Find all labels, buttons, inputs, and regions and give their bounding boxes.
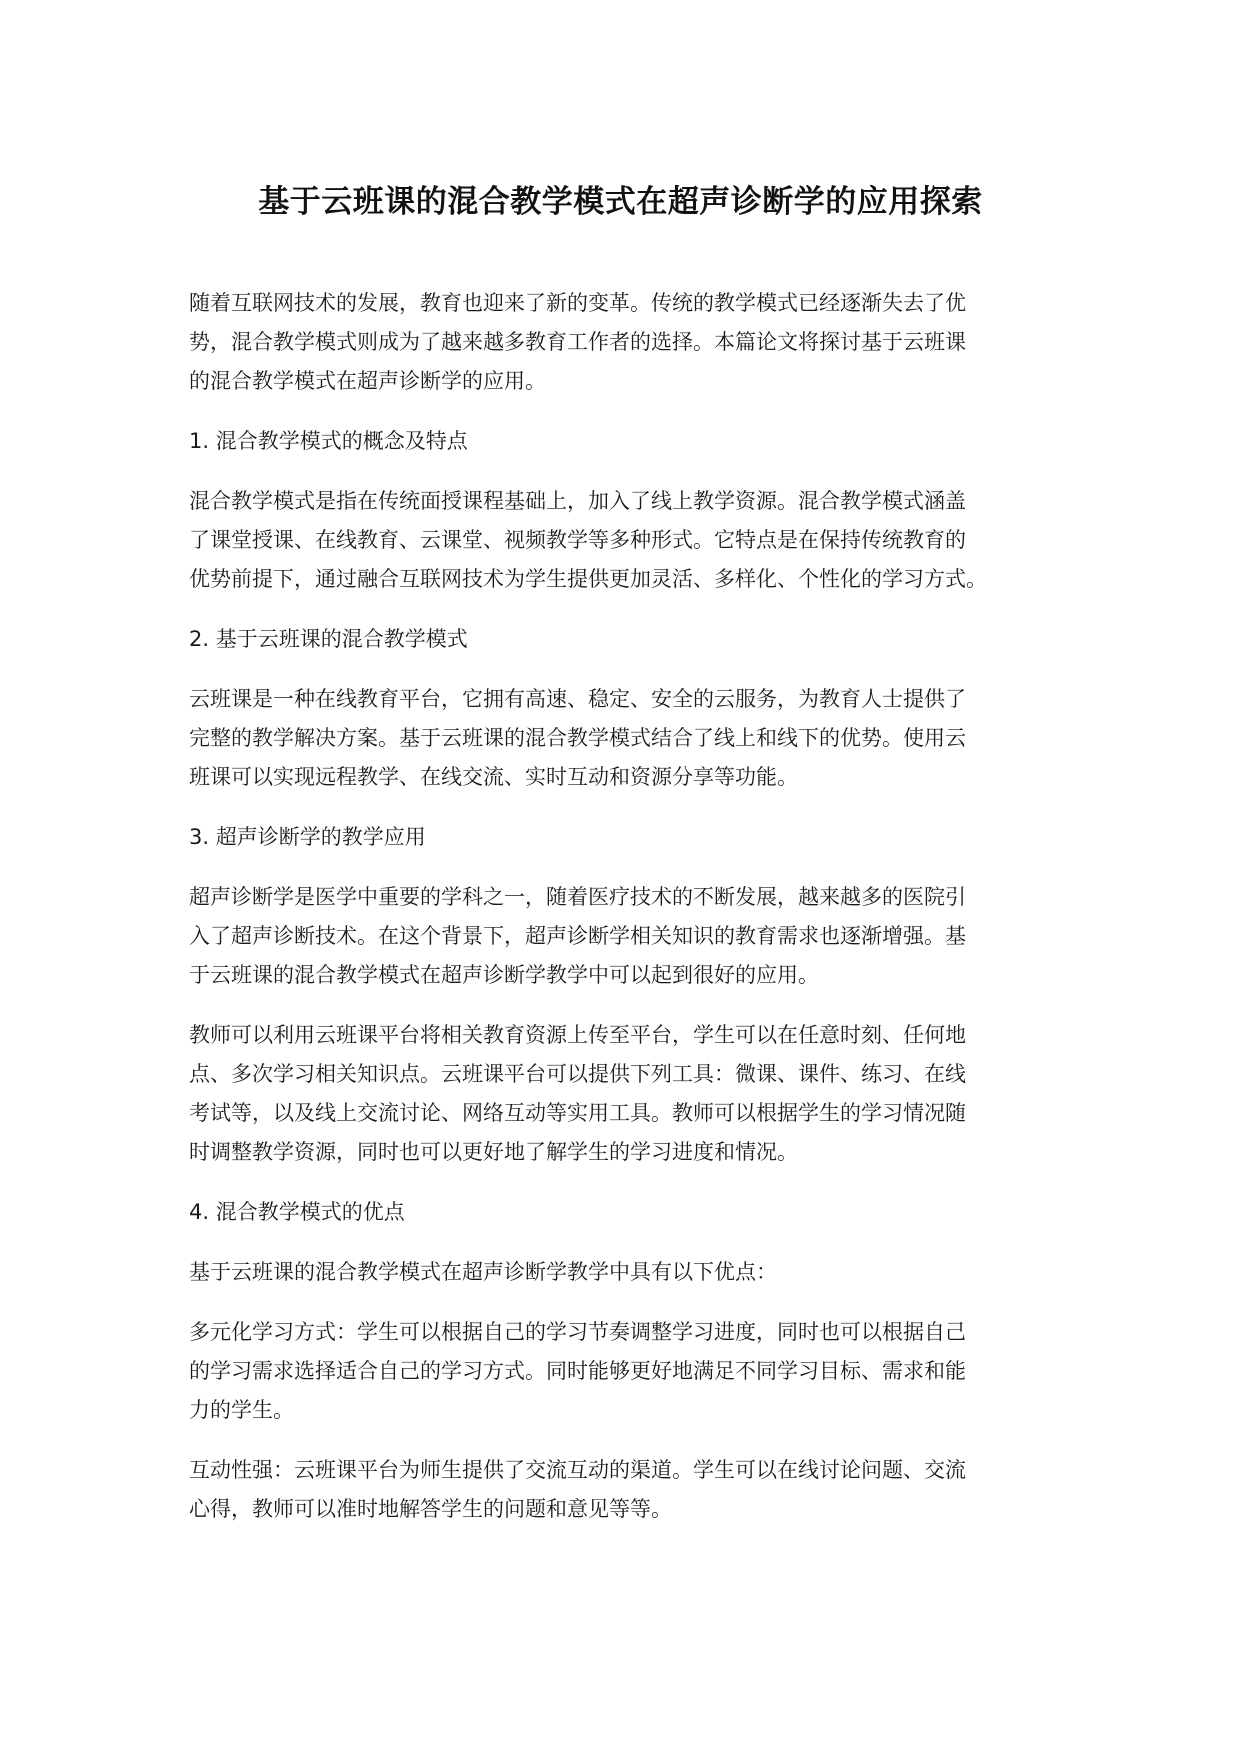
paragraph-line: 入了超声诊断技术。在这个背景下，超声诊断学相关知识的教育需求也逐渐增强。基 — [189, 924, 966, 948]
paragraph-line: 力的学生。 — [189, 1398, 294, 1422]
paragraph-line: 教师可以利用云班课平台将相关教育资源上传至平台，学生可以在任意时刻、任何地 — [189, 1023, 966, 1047]
paragraph-line: 点、多次学习相关知识点。云班课平台可以提供下列工具：微课、课件、练习、在线 — [189, 1062, 966, 1086]
paragraph-line: 的学习需求选择适合自己的学习方式。同时能够更好地满足不同学习目标、需求和能 — [189, 1359, 966, 1383]
section-heading: 4. 混合教学模式的优点 — [189, 1200, 405, 1224]
paragraph-line: 考试等，以及线上交流讨论、网络互动等实用工具。教师可以根据学生的学习情况随 — [189, 1101, 966, 1125]
paragraph-line: 心得，教师可以准时地解答学生的问题和意见等等。 — [189, 1497, 672, 1521]
paragraph-line: 于云班课的混合教学模式在超声诊断学教学中可以起到很好的应用。 — [189, 963, 819, 987]
paragraph-line: 了课堂授课、在线教育、云课堂、视频教学等多种形式。它特点是在保持传统教育的 — [189, 528, 966, 552]
paragraph-line: 基于云班课的混合教学模式在超声诊断学教学中具有以下优点： — [189, 1260, 777, 1284]
document-title: 基于云班课的混合教学模式在超声诊断学的应用探索 — [258, 184, 983, 220]
paragraph — [189, 1313, 1069, 1430]
paragraph-line: 势，混合教学模式则成为了越来越多教育工作者的选择。本篇论文将探讨基于云班课 — [189, 330, 966, 354]
paragraph-line: 班课可以实现远程教学、在线交流、实时互动和资源分享等功能。 — [189, 765, 798, 789]
paragraph-line: 超声诊断学是医学中重要的学科之一，随着医疗技术的不断发展，越来越多的医院引 — [189, 885, 966, 909]
paragraph — [189, 1253, 1069, 1292]
paragraph — [189, 284, 1069, 401]
paragraph — [189, 680, 1069, 797]
paragraph-line: 多元化学习方式：学生可以根据自己的学习节奏调整学习进度，同时也可以根据自己 — [189, 1320, 966, 1344]
paragraph-line: 混合教学模式是指在传统面授课程基础上，加入了线上教学资源。混合教学模式涵盖 — [189, 489, 966, 513]
document-body — [189, 284, 1069, 1550]
paragraph-line: 完整的教学解决方案。基于云班课的混合教学模式结合了线上和线下的优势。使用云 — [189, 726, 966, 750]
paragraph-line: 时调整教学资源，同时也可以更好地了解学生的学习进度和情况。 — [189, 1140, 798, 1164]
section-heading: 1. 混合教学模式的概念及特点 — [189, 429, 468, 453]
paragraph-line: 云班课是一种在线教育平台，它拥有高速、稳定、安全的云服务，为教育人士提供了 — [189, 687, 966, 711]
paragraph-line: 优势前提下，通过融合互联网技术为学生提供更加灵活、多样化、个性化的学习方式。 — [189, 567, 987, 591]
paragraph — [189, 878, 1069, 995]
paragraph-line: 互动性强：云班课平台为师生提供了交流互动的渠道。学生可以在线讨论问题、交流 — [189, 1458, 966, 1482]
paragraph-line: 的混合教学模式在超声诊断学的应用。 — [189, 369, 546, 393]
section-heading: 2. 基于云班课的混合教学模式 — [189, 627, 468, 651]
section-heading: 3. 超声诊断学的教学应用 — [189, 825, 426, 849]
paragraph-line: 随着互联网技术的发展，教育也迎来了新的变革。传统的教学模式已经逐渐失去了优 — [189, 291, 966, 315]
paragraph — [189, 1016, 1069, 1172]
paragraph — [189, 1451, 1069, 1529]
paragraph — [189, 482, 1069, 599]
